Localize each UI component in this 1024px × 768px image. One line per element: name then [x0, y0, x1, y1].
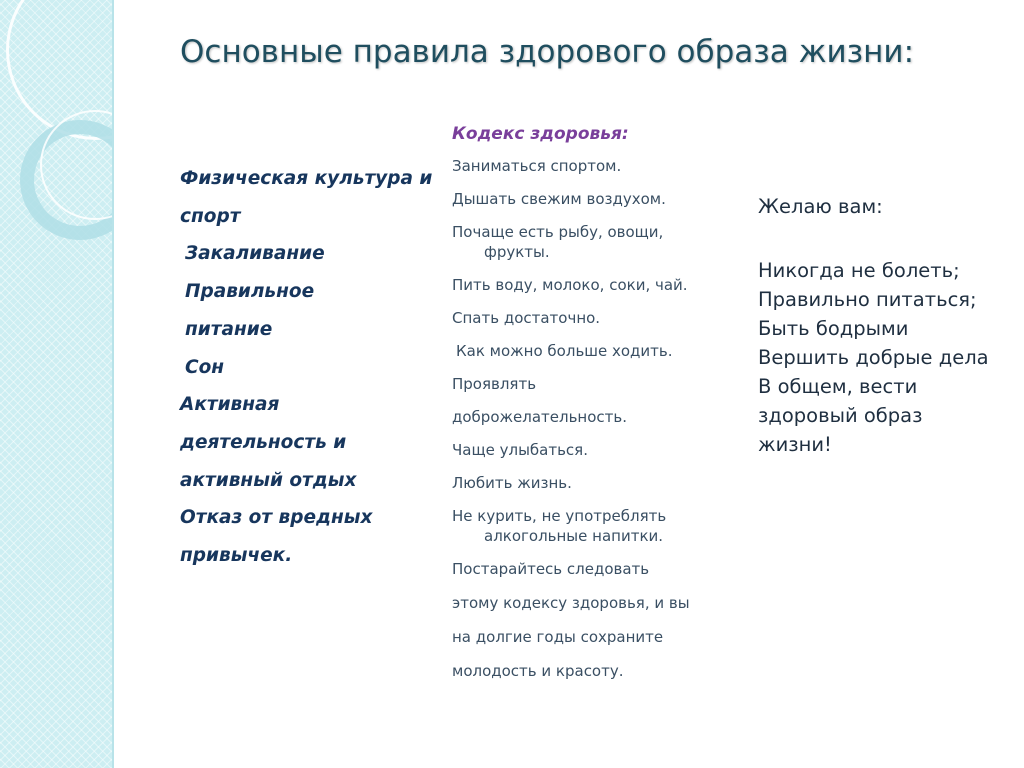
slide-title: Основные правила здорового образа жизни: — [180, 34, 915, 70]
health-code-item: Пить воду, молоко, соки, чай. — [452, 276, 688, 294]
health-code-list — [452, 124, 722, 695]
rule-line: питание — [185, 318, 273, 340]
decorative-side-panel — [0, 0, 112, 768]
health-code-heading: Кодекс здоровья: — [452, 124, 629, 144]
health-code-closing-line: молодость и красоту. — [452, 662, 624, 680]
wish-line: Вершить добрые дела — [758, 346, 989, 369]
rule-line: деятельность и — [180, 431, 347, 453]
wish-line: Правильно питаться; — [758, 288, 977, 311]
rule-line: Правильное — [185, 281, 315, 303]
health-code-item: Спать достаточно. — [452, 309, 601, 327]
health-code-item-line: алкогольные напитки. — [484, 527, 664, 545]
rule-line: Закаливание — [185, 243, 325, 265]
wish-line: В общем, вести — [758, 375, 918, 398]
health-code-item: Заниматься спортом. — [452, 157, 622, 175]
health-code-item-line: Почаще есть рыбу, овощи, — [452, 223, 664, 241]
health-code-item: Проявлять — [452, 375, 537, 393]
health-code-item: Как можно больше ходить. — [456, 342, 673, 360]
health-code-item: Чаще улыбаться. — [452, 441, 588, 459]
health-code-item — [452, 222, 722, 262]
rule-line: спорт — [180, 205, 241, 227]
healthy-lifestyle-rules-list — [180, 160, 450, 575]
health-code-item: доброжелательность. — [452, 408, 627, 426]
rule-line: активный отдых — [180, 469, 357, 491]
health-code-item-line: Не курить, не употреблять — [452, 507, 667, 525]
health-code-closing-line: этому кодексу здоровья, и вы — [452, 594, 690, 612]
wish-line: жизни! — [758, 433, 832, 456]
health-code-item — [452, 506, 722, 546]
health-code-item-line: фрукты. — [484, 243, 550, 261]
wish-line: Быть бодрыми — [758, 317, 909, 340]
health-code-item: Любить жизнь. — [452, 474, 572, 492]
health-code-item: Дышать свежим воздухом. — [452, 190, 666, 208]
rule-line: Физическая культура и — [180, 168, 433, 189]
rule-line: Сон — [185, 356, 225, 378]
rule-line: привычек. — [180, 545, 293, 567]
rule-line: Активная — [180, 394, 280, 416]
wish-line: здоровый образ — [758, 404, 923, 427]
panel-divider — [112, 0, 114, 768]
wishes-greeting: Желаю вам: — [758, 195, 883, 218]
rule-line: Отказ от вредных — [180, 507, 373, 529]
health-code-closing-line: на долгие годы сохраните — [452, 628, 664, 646]
wish-line: Никогда не болеть; — [758, 259, 960, 282]
wishes-block — [758, 195, 1018, 459]
health-code-closing-line: Постарайтесь следовать — [452, 560, 650, 578]
